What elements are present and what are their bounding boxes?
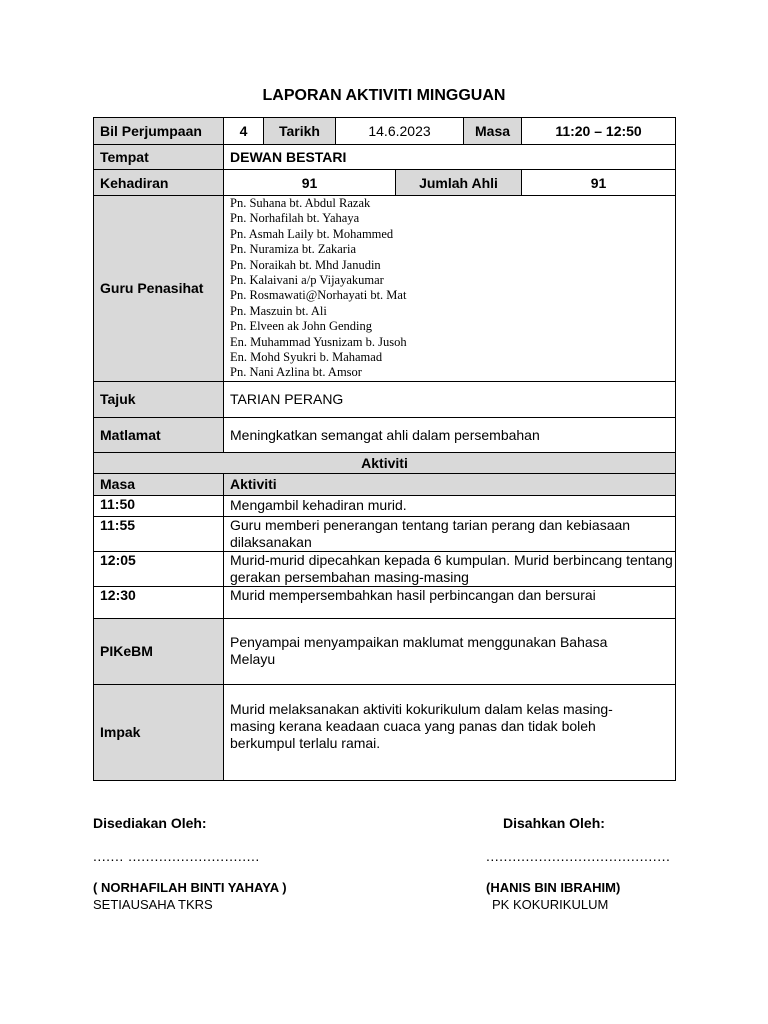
tempat-value: DEWAN BESTARI bbox=[224, 145, 676, 170]
matlamat-label: Matlamat bbox=[94, 417, 224, 452]
guru-name: En. Muhammad Yusnizam b. Jusoh bbox=[230, 334, 407, 349]
pikebm-value: Penyampai menyampaikan maklumat menggunakan Bahasa Melayu bbox=[224, 618, 676, 684]
guru-name: Pn. Maszuin bt. Ali bbox=[230, 303, 327, 318]
approved-signature-line: .......................................... bbox=[486, 848, 671, 864]
matlamat-row bbox=[94, 417, 676, 452]
guru-name: Pn. Nani Azlina bt. Amsor bbox=[230, 365, 362, 380]
jumlah-ahli-label: Jumlah Ahli bbox=[396, 170, 522, 196]
impak-label: Impak bbox=[94, 684, 224, 780]
approved-name: (HANIS BIN IBRAHIM) bbox=[486, 880, 621, 895]
aktiviti-row bbox=[94, 516, 676, 551]
tajuk-value: TARIAN PERANG bbox=[224, 381, 676, 417]
prepared-name: ( NORHAFILAH BINTI YAHAYA ) bbox=[93, 880, 287, 895]
guru-name: Pn. Rosmawati@Norhayati bt. Mat bbox=[230, 288, 407, 303]
pikebm-row bbox=[94, 618, 676, 684]
impak-value: Murid melaksanakan aktiviti kokurikulum dalam kelas masing-masing kerana keadaan cuaca yang panas dan tidak boleh berkumpul terlalu ramai. bbox=[224, 684, 676, 780]
guru-name: Pn. Elveen ak John Gending bbox=[230, 319, 372, 334]
aktiviti-text: Murid-murid dipecahkan kepada 6 kumpulan. Murid berbincang tentang gerakan persembahan masing-masing bbox=[224, 551, 676, 586]
aktiviti-time: 11:50 bbox=[94, 495, 224, 516]
tempat-row bbox=[94, 145, 676, 170]
guru-penasihat-row bbox=[94, 196, 676, 382]
prepared-signature-line: ....... .............................. bbox=[93, 848, 260, 864]
meeting-info-row bbox=[94, 118, 676, 145]
aktiviti-header-row bbox=[94, 473, 676, 495]
guru-penasihat-list bbox=[224, 196, 676, 382]
guru-penasihat-label: Guru Penasihat bbox=[94, 196, 224, 382]
jumlah-ahli-value: 91 bbox=[522, 170, 676, 196]
aktiviti-time: 12:05 bbox=[94, 551, 224, 586]
tarikh-value: 14.6.2023 bbox=[336, 118, 464, 145]
matlamat-value: Meningkatkan semangat ahli dalam persembahan bbox=[224, 417, 676, 452]
aktiviti-time: 11:55 bbox=[94, 516, 224, 551]
kehadiran-row bbox=[94, 170, 676, 196]
aktiviti-row bbox=[94, 551, 676, 586]
tarikh-label: Tarikh bbox=[264, 118, 336, 145]
prepared-by-label: Disediakan Oleh: bbox=[93, 815, 207, 831]
tajuk-label: Tajuk bbox=[94, 381, 224, 417]
col-masa-header: Masa bbox=[94, 473, 224, 495]
aktiviti-text: Guru memberi penerangan tentang tarian perang dan kebiasaan dilaksanakan bbox=[224, 516, 676, 551]
tajuk-row bbox=[94, 381, 676, 417]
prepared-role: SETIAUSAHA TKRS bbox=[93, 897, 213, 912]
aktiviti-heading-row bbox=[94, 452, 676, 473]
aktiviti-row bbox=[94, 586, 676, 618]
aktiviti-time: 12:30 bbox=[94, 586, 224, 618]
tempat-label: Tempat bbox=[94, 145, 224, 170]
guru-name: En. Mohd Syukri b. Mahamad bbox=[230, 350, 383, 365]
masa-label: Masa bbox=[464, 118, 522, 145]
guru-name: Pn. Norhafilah bt. Yahaya bbox=[230, 211, 360, 226]
aktiviti-text: Murid mempersembahkan hasil perbincangan dan bersurai bbox=[224, 586, 676, 618]
kehadiran-label: Kehadiran bbox=[94, 170, 224, 196]
aktiviti-heading: Aktiviti bbox=[94, 452, 676, 473]
report-title: LAPORAN AKTIVITI MINGGUAN bbox=[262, 87, 506, 104]
approved-by-label: Disahkan Oleh: bbox=[503, 815, 605, 831]
report-table bbox=[93, 117, 676, 781]
aktiviti-row bbox=[94, 495, 676, 516]
aktiviti-text: Mengambil kehadiran murid. bbox=[224, 495, 676, 516]
guru-name: Pn. Kalaivani a/p Vijayakumar bbox=[230, 273, 384, 288]
col-aktiviti-header: Aktiviti bbox=[224, 473, 676, 495]
kehadiran-value: 91 bbox=[224, 170, 396, 196]
bil-label: Bil Perjumpaan bbox=[94, 118, 224, 145]
masa-value: 11:20 – 12:50 bbox=[522, 118, 676, 145]
guru-name: Pn. Noraikah bt. Mhd Janudin bbox=[230, 257, 381, 272]
guru-name: Pn. Suhana bt. Abdul Razak bbox=[230, 196, 371, 210]
guru-name: Pn. Nuramiza bt. Zakaria bbox=[230, 242, 356, 257]
guru-name: Pn. Asmah Laily bt. Mohammed bbox=[230, 226, 394, 241]
impak-row bbox=[94, 684, 676, 780]
bil-value: 4 bbox=[224, 118, 264, 145]
pikebm-label: PIKeBM bbox=[94, 618, 224, 684]
approved-role: PK KOKURIKULUM bbox=[492, 897, 609, 912]
